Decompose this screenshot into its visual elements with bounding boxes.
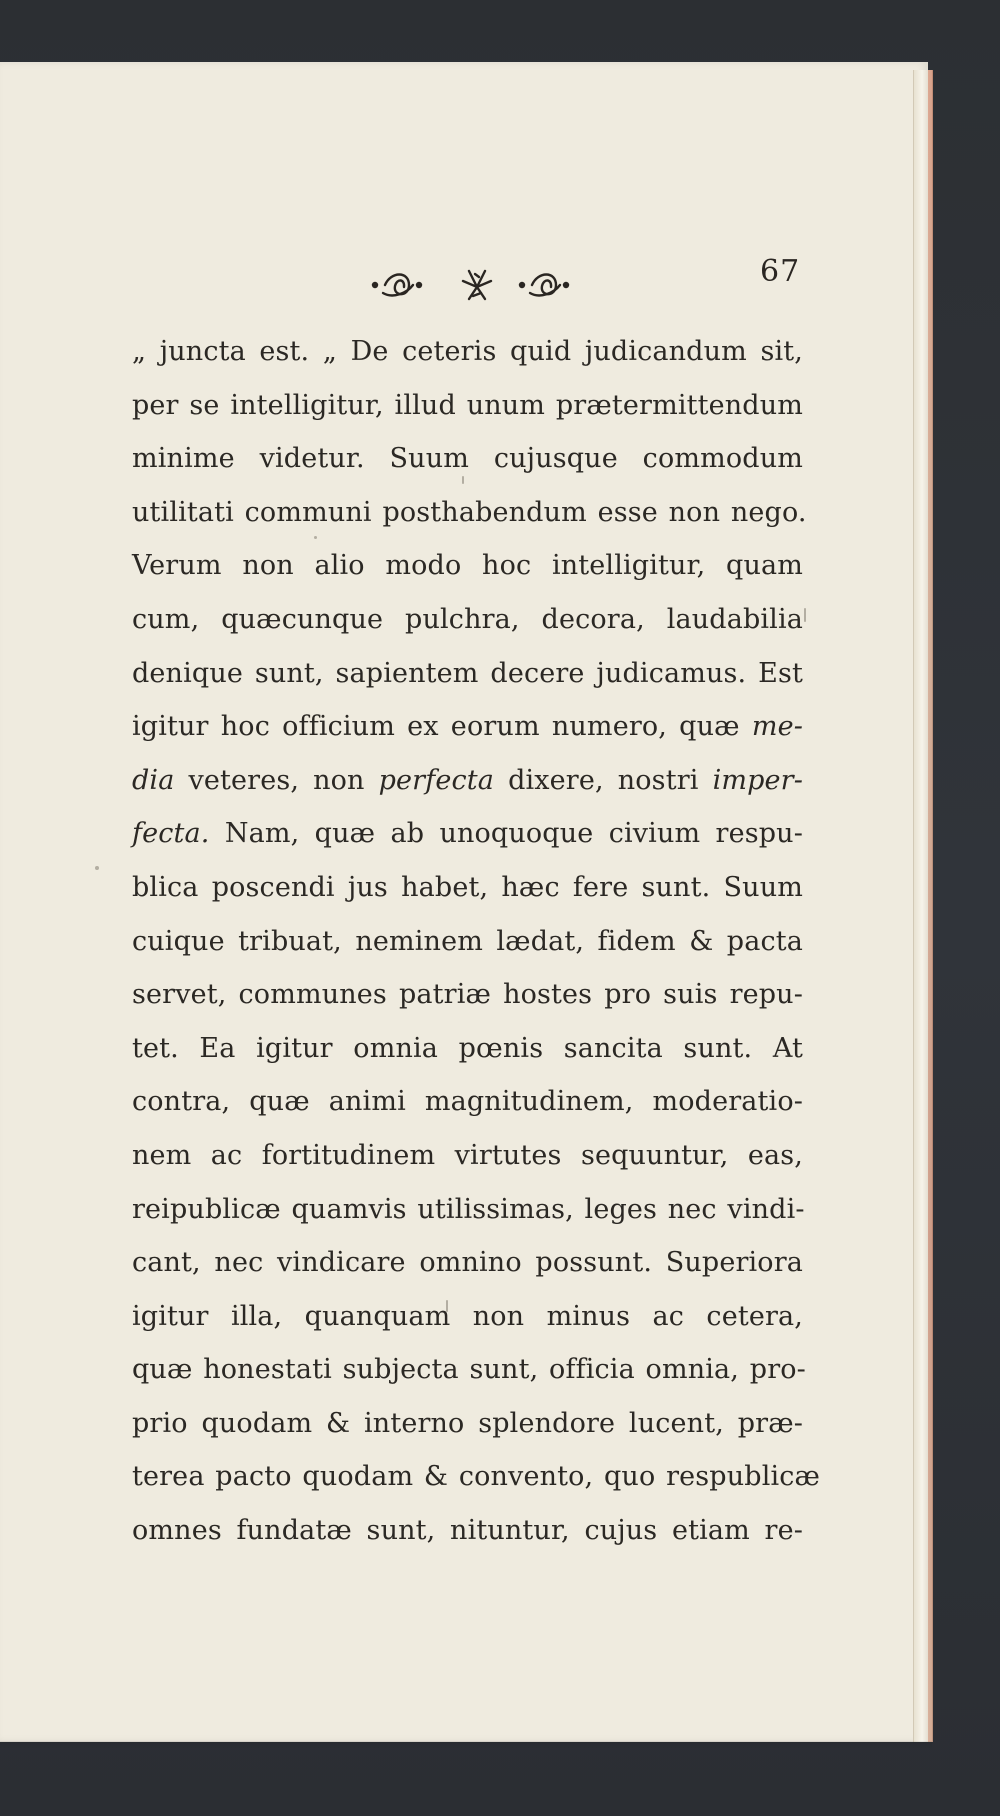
text-segment: Nam, quæ ab unoquoque civium respu- bbox=[209, 818, 803, 850]
paper-speck bbox=[314, 536, 317, 539]
text-line: cant, nec vindicare omnino possunt. Superiora bbox=[132, 1247, 803, 1279]
text-line bbox=[132, 807, 803, 861]
italic-word: perfecta bbox=[378, 764, 495, 796]
text-line: nem ac fortitudinem virtutes sequuntur, eas, bbox=[132, 1139, 803, 1171]
italic-word: fecta. bbox=[132, 818, 210, 850]
text-line: prio quodam & interno splendore lucent, præ- bbox=[132, 1407, 803, 1439]
paper-speck bbox=[804, 608, 806, 622]
running-header bbox=[0, 255, 928, 315]
text-line: quæ honestati subjecta sunt, officia omnia, pro- bbox=[132, 1354, 806, 1386]
text-line: „ juncta est. „ De ceteris quid judicandum sit, bbox=[132, 336, 803, 367]
paper-speck bbox=[446, 1300, 448, 1312]
text-segment: igitur hoc officium ex eorum numero, quæ bbox=[132, 711, 752, 743]
page-bottom-shadow bbox=[0, 1741, 932, 1749]
text-line: Verum non alio modo hoc intelligitur, quam bbox=[132, 550, 803, 582]
text-segment: dixere, nostri bbox=[494, 764, 713, 796]
text-line: per se intelligitur, illud unum prætermittendum bbox=[132, 389, 803, 421]
text-line: utilitati communi posthabendum esse non nego. bbox=[132, 496, 807, 528]
paper-speck bbox=[95, 866, 99, 870]
text-line bbox=[132, 754, 803, 808]
italic-word: me- bbox=[751, 711, 803, 743]
text-line bbox=[132, 700, 803, 754]
printer-ornament-icon bbox=[365, 263, 590, 307]
italic-word: imper- bbox=[712, 764, 803, 796]
text-line: cum, quæcunque pulchra, decora, laudabilia bbox=[132, 603, 803, 635]
text-line: terea pacto quodam & convento, quo respublicæ bbox=[132, 1461, 821, 1493]
page-edge-tint bbox=[928, 70, 933, 1742]
text-line: contra, quæ animi magnitudinem, moderatio- bbox=[132, 1086, 803, 1118]
body-text bbox=[132, 325, 821, 1558]
text-line: tet. Ea igitur omnia pœnis sancita sunt. At bbox=[132, 1032, 803, 1064]
text-line: cuique tribuat, neminem lædat, fidem & pacta bbox=[132, 925, 803, 957]
text-segment: veteres, non bbox=[174, 764, 379, 796]
text-line: blica poscendi jus habet, hæc fere sunt. Suum bbox=[132, 871, 803, 903]
page-number: 67 bbox=[760, 254, 801, 289]
text-line: denique sunt, sapientem decere judicamus. Est bbox=[132, 657, 803, 689]
text-line: reipublicæ quamvis utilissimas, leges nec vindi- bbox=[132, 1193, 805, 1225]
italic-word: dia bbox=[132, 764, 175, 796]
paper-speck bbox=[462, 476, 464, 484]
text-line: igitur illa, quanquam non minus ac cetera, bbox=[132, 1300, 803, 1332]
text-line: servet, communes patriæ hostes pro suis repu- bbox=[132, 979, 803, 1011]
text-line: omnes fundatæ sunt, nituntur, cujus etiam re- bbox=[132, 1515, 803, 1547]
text-line: minime videtur. Suum cujusque commodum bbox=[132, 443, 803, 475]
